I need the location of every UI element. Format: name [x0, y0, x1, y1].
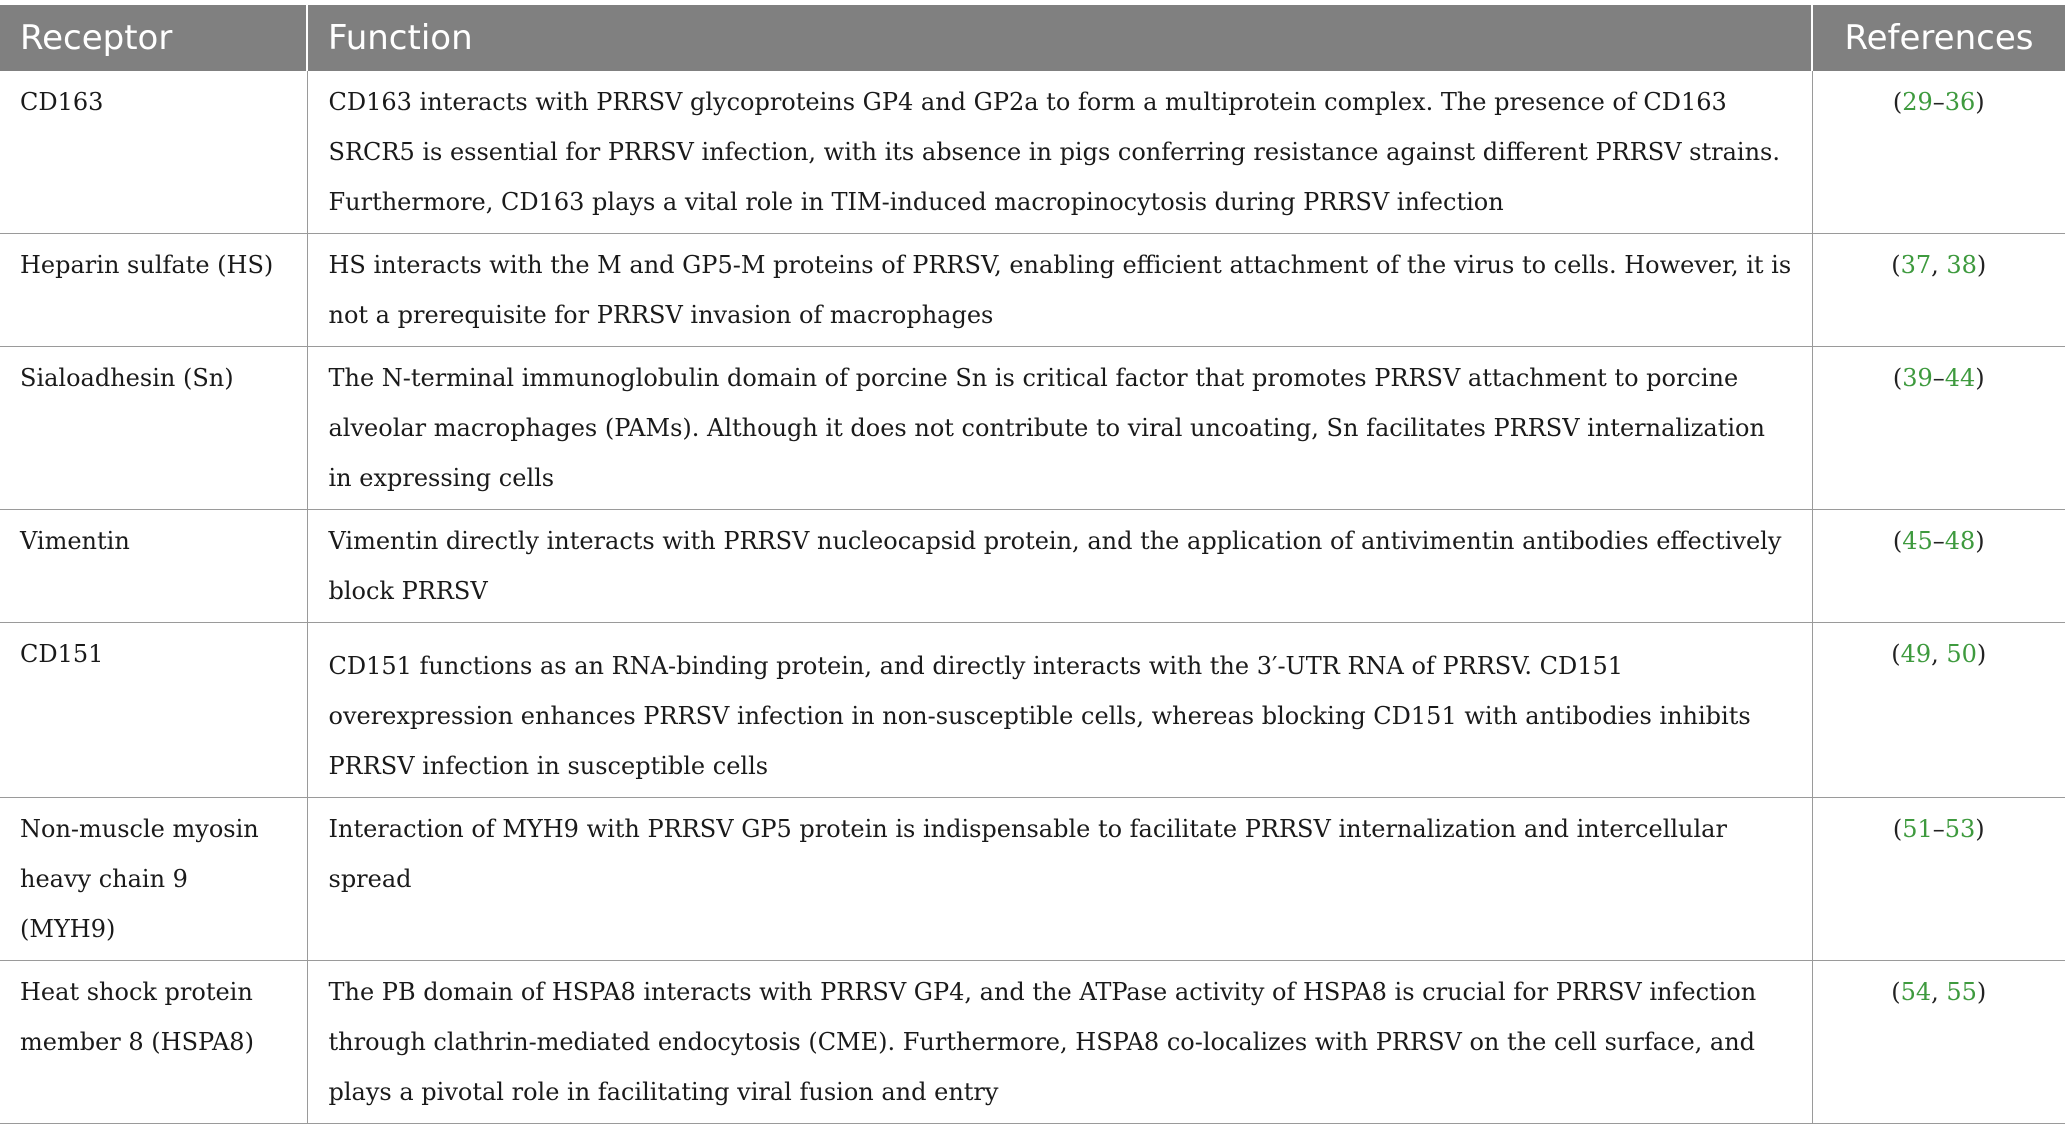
references-cell	[1812, 347, 2065, 510]
ref-close: )	[1976, 978, 1987, 1006]
receptor-cell: Heat shock protein member 8 (HSPA8)	[0, 961, 307, 1124]
function-cell: The PB domain of HSPA8 interacts with PRRSV GP4, and the ATPase activity of HSPA8 is crucial for PRRSV infection through clathrin-mediated endocytosis (CME). Furthermore, HSPA8 co-localizes with PRRSV on the cell surface, and plays a pivotal role in facilitating viral fusion and entry	[307, 961, 1812, 1124]
ref-close: )	[1976, 640, 1987, 668]
receptor-cell: CD163	[0, 71, 307, 234]
table-row	[0, 798, 2065, 961]
ref-close: )	[1975, 364, 1985, 392]
function-cell: Interaction of MYH9 with PRRSV GP5 protein is indispensable to facilitate PRRSV internalization and intercellular spread	[307, 798, 1812, 961]
table-row	[0, 961, 2065, 1124]
ref-link[interactable]: 39	[1902, 364, 1933, 392]
ref-close: )	[1976, 251, 1987, 279]
ref-separator: –	[1932, 815, 1945, 843]
references-cell	[1812, 623, 2065, 798]
function-cell: HS interacts with the M and GP5-M proteins of PRRSV, enabling efficient attachment of the virus to cells. However, it is not a prerequisite for PRRSV invasion of macrophages	[307, 234, 1812, 347]
ref-separator: ,	[1931, 640, 1947, 668]
ref-link[interactable]: 54	[1900, 978, 1932, 1006]
ref-open: (	[1892, 364, 1903, 392]
ref-link[interactable]: 48	[1944, 527, 1976, 555]
header-receptor: Receptor	[0, 5, 307, 71]
receptor-cell: Heparin sulfate (HS)	[0, 234, 307, 347]
ref-separator: –	[1932, 527, 1945, 555]
ref-link[interactable]: 49	[1900, 640, 1932, 668]
receptor-cell: Sialoadhesin (Sn)	[0, 347, 307, 510]
table-header	[0, 5, 2065, 71]
ref-separator: ,	[1931, 978, 1947, 1006]
ref-link[interactable]: 51	[1902, 815, 1933, 843]
references-cell	[1812, 961, 2065, 1124]
ref-link[interactable]: 29	[1902, 88, 1933, 116]
ref-open: (	[1892, 527, 1903, 555]
ref-open: (	[1891, 251, 1901, 279]
ref-link[interactable]: 37	[1900, 251, 1932, 279]
table-row	[0, 347, 2065, 510]
ref-separator: ,	[1931, 251, 1947, 279]
function-cell: CD163 interacts with PRRSV glycoproteins GP4 and GP2a to form a multiprotein complex. The presence of CD163 SRCR5 is essential for PRRSV infection, with its absence in pigs conferring resistance against different PRRSV strains. Furthermore, CD163 plays a vital role in TIM-induced macropinocytosis during PRRSV infection	[307, 71, 1812, 234]
references-cell	[1812, 798, 2065, 961]
function-cell: Vimentin directly interacts with PRRSV nucleocapsid protein, and the application of antivimentin antibodies effectively block PRRSV	[307, 510, 1812, 623]
ref-link[interactable]: 44	[1944, 364, 1976, 392]
table-row	[0, 510, 2065, 623]
ref-link[interactable]: 55	[1946, 978, 1977, 1006]
ref-open: (	[1891, 640, 1901, 668]
ref-link[interactable]: 53	[1944, 815, 1976, 843]
receptor-cell: Vimentin	[0, 510, 307, 623]
table-row	[0, 234, 2065, 347]
receptor-cell: CD151	[0, 623, 307, 798]
ref-open: (	[1892, 815, 1903, 843]
header-references: References	[1812, 5, 2065, 71]
references-cell	[1812, 71, 2065, 234]
function-cell: CD151 functions as an RNA-binding protein, and directly interacts with the 3′-UTR RNA of PRRSV. CD151 overexpression enhances PRRSV infection in non-susceptible cells, whereas blocking CD151 with antibodies inhibits PRRSV infection in susceptible cells	[307, 623, 1812, 798]
ref-link[interactable]: 50	[1946, 640, 1977, 668]
ref-separator: –	[1932, 364, 1945, 392]
ref-close: )	[1975, 88, 1985, 116]
references-cell	[1812, 510, 2065, 623]
receptor-cell: Non-muscle myosin heavy chain 9 (MYH9)	[0, 798, 307, 961]
ref-open: (	[1891, 978, 1901, 1006]
table-row	[0, 623, 2065, 798]
ref-open: (	[1892, 88, 1903, 116]
references-cell	[1812, 234, 2065, 347]
ref-separator: –	[1932, 88, 1945, 116]
ref-close: )	[1975, 527, 1985, 555]
ref-link[interactable]: 45	[1902, 527, 1933, 555]
ref-close: )	[1975, 815, 1985, 843]
ref-link[interactable]: 36	[1944, 88, 1976, 116]
receptor-table	[0, 5, 2065, 1124]
table-row	[0, 71, 2065, 234]
function-cell: The N-terminal immunoglobulin domain of porcine Sn is critical factor that promotes PRRSV attachment to porcine alveolar macrophages (PAMs). Although it does not contribute to viral uncoating, Sn facilitates PRRSV internalization in expressing cells	[307, 347, 1812, 510]
ref-link[interactable]: 38	[1946, 251, 1977, 279]
header-function: Function	[307, 5, 1812, 71]
